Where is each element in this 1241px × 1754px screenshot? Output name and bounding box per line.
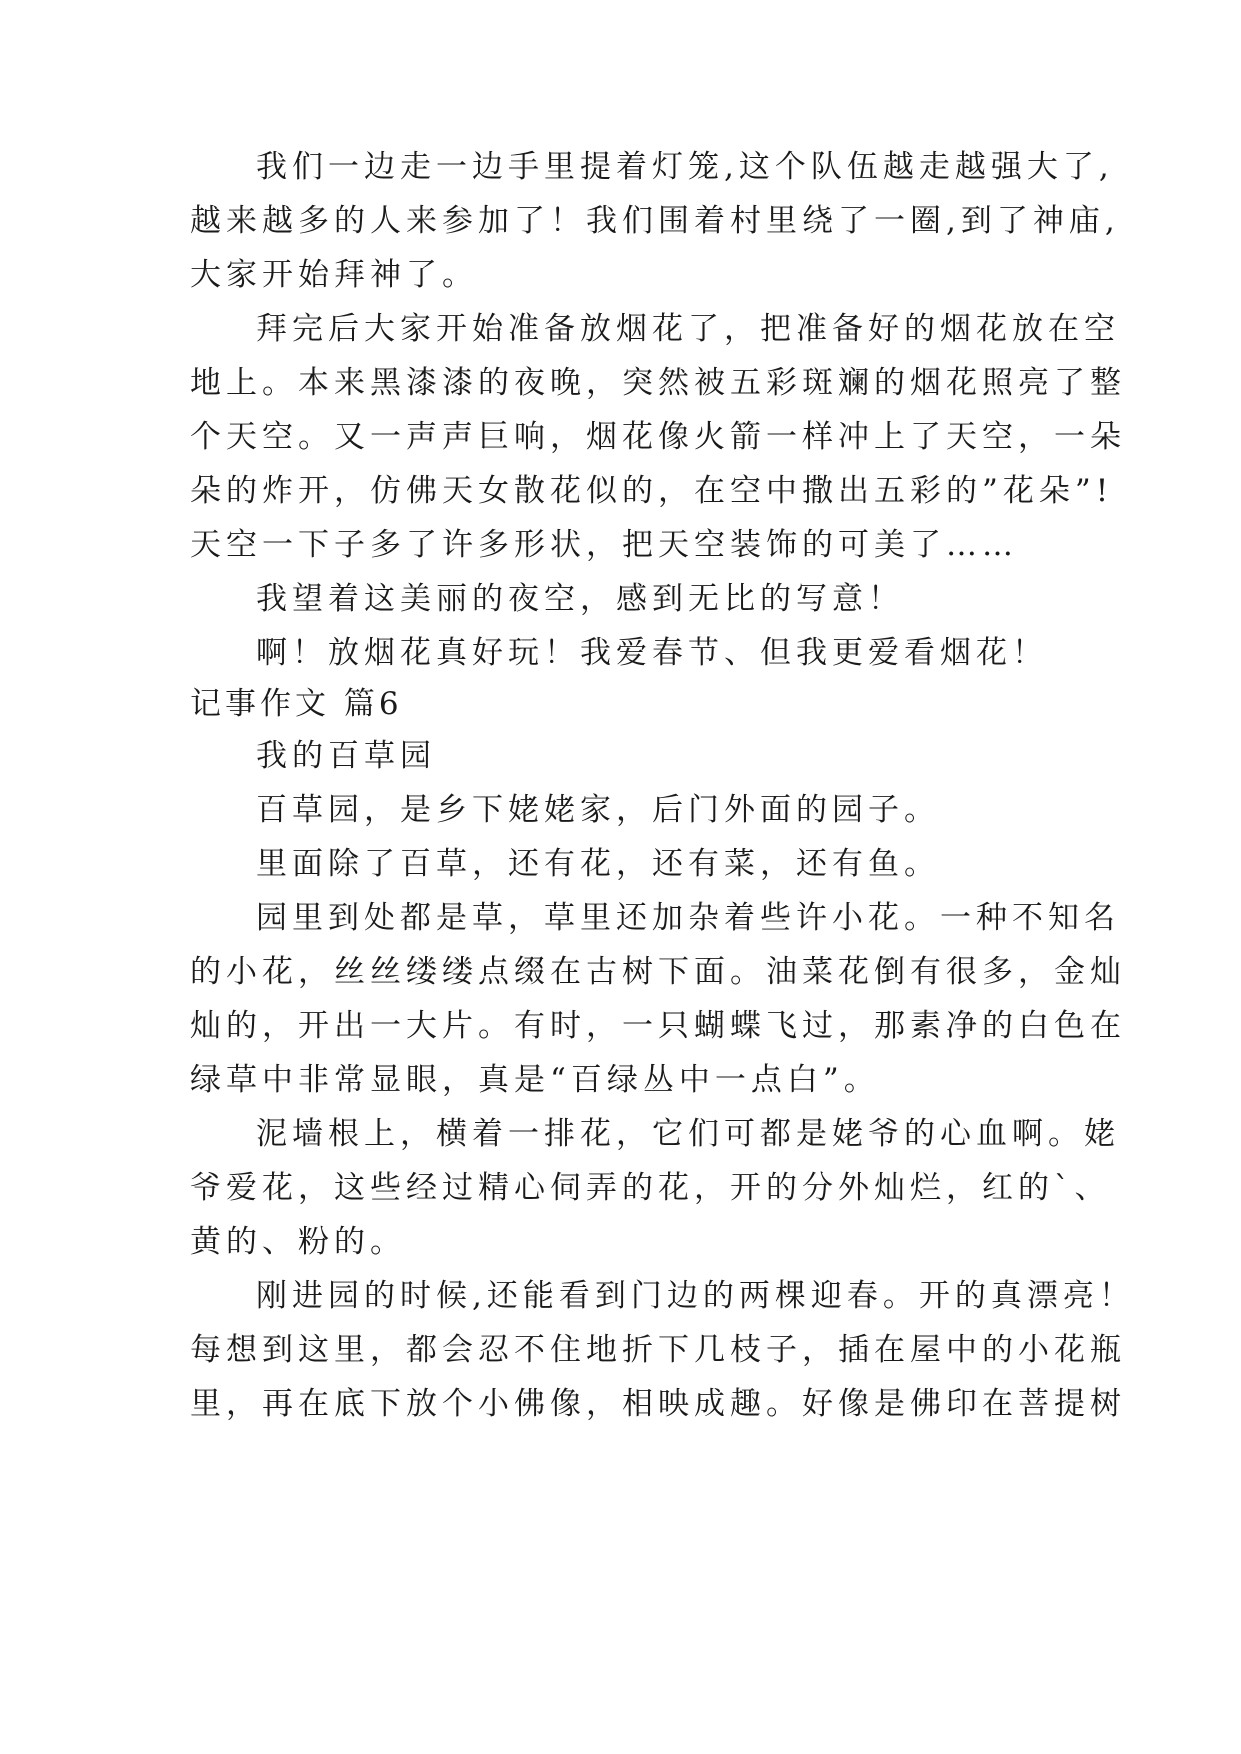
paragraph-line: 的小花，丝丝缕缕点缀在古树下面。油菜花倒有很多，金灿 <box>190 954 1126 990</box>
paragraph-line: 啊！放烟花真好玩！我爱春节、但我更爱看烟花！ <box>256 635 1048 671</box>
paragraph-line: 拜完后大家开始准备放烟花了，把准备好的烟花放在空 <box>256 311 1120 347</box>
paragraph-line: 刚进园的时候,还能看到门边的两棵迎春。开的真漂亮！ <box>256 1278 1135 1314</box>
paragraph-line: 黄的、粉的。 <box>190 1224 406 1260</box>
paragraph-line: 越来越多的人来参加了！我们围着村里绕了一圈,到了神庙, <box>190 203 1120 239</box>
paragraph-line: 个天空。又一声声巨响，烟花像火箭一样冲上了天空，一朵 <box>190 419 1126 455</box>
paragraph-line: 绿草中非常显眼，真是“百绿丛中一点白”。 <box>190 1062 880 1098</box>
paragraph-line: 里面除了百草，还有花，还有菜，还有鱼。 <box>256 846 940 882</box>
article-title: 我的百草园 <box>256 738 436 774</box>
paragraph-line: 里，再在底下放个小佛像，相映成趣。好像是佛印在菩提树 <box>190 1386 1126 1422</box>
paragraph-line: 园里到处都是草，草里还加杂着些许小花。一种不知名 <box>256 900 1120 936</box>
paragraph-line: 我们一边走一边手里提着灯笼,这个队伍越走越强大了, <box>256 149 1114 185</box>
paragraph-line: 我望着这美丽的夜空，感到无比的写意！ <box>256 581 904 617</box>
paragraph-line: 每想到这里，都会忍不住地折下几枝子，插在屋中的小花瓶 <box>190 1332 1126 1368</box>
section-heading: 记事作文 篇6 <box>190 686 403 722</box>
paragraph-line: 地上。本来黑漆漆的夜晚，突然被五彩斑斓的烟花照亮了整 <box>190 365 1126 401</box>
paragraph-line: 天空一下子多了许多形状，把天空装饰的可美了…… <box>190 527 1018 563</box>
paragraph-line: 泥墙根上，横着一排花，它们可都是姥爷的心血啊。姥 <box>256 1116 1120 1152</box>
paragraph-line: 朵的炸开，仿佛天女散花似的，在空中撒出五彩的”花朵”! <box>190 473 1114 509</box>
paragraph-line: 爷爱花，这些经过精心伺弄的花，开的分外灿烂，红的`、 <box>190 1170 1111 1206</box>
paragraph-line: 百草园，是乡下姥姥家，后门外面的园子。 <box>256 792 940 828</box>
paragraph-line: 灿的，开出一大片。有时，一只蝴蝶飞过，那素净的白色在 <box>190 1008 1126 1044</box>
paragraph-line: 大家开始拜神了。 <box>190 257 478 293</box>
